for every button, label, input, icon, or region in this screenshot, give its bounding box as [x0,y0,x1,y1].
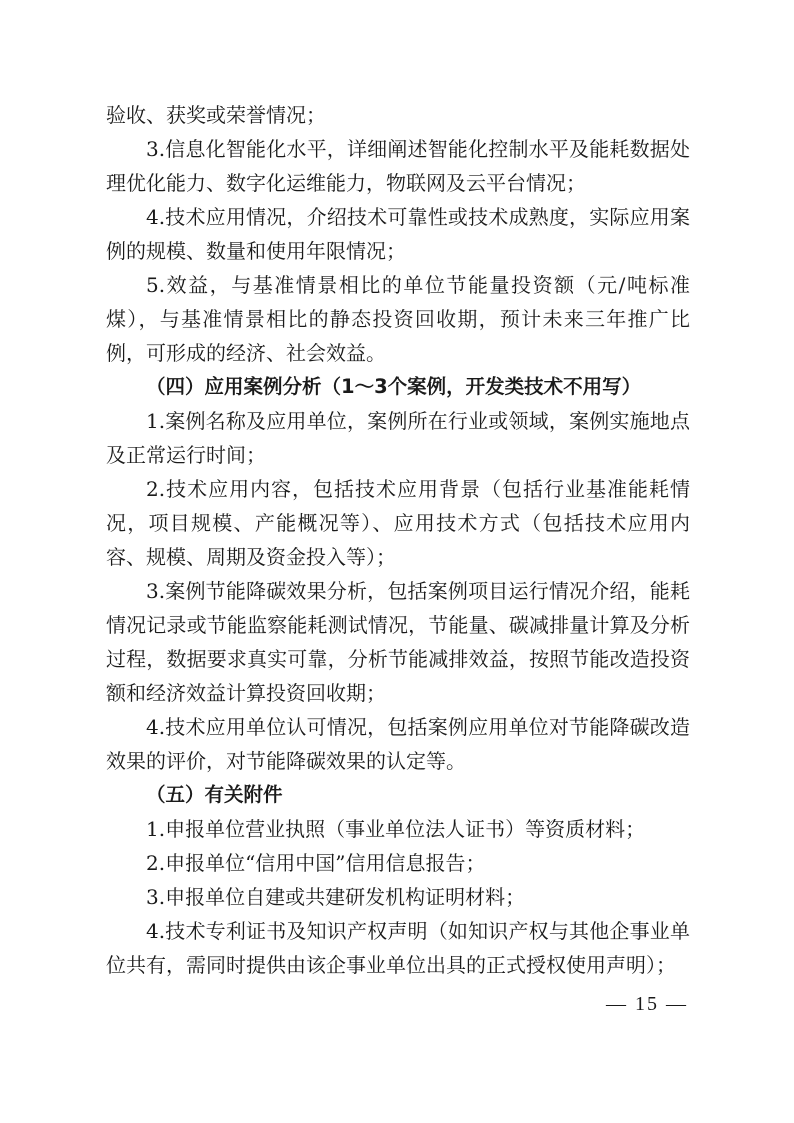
paragraph-4: 5.效益，与基准情景相比的单位节能量投资额（元/吨标准煤），与基准情景相比的静态投资回收期，预计未来三年推广比例，可形成的经济、社会效益。 [106,273,690,365]
paragraph-9: 1.申报单位营业执照（事业单位法人证书）等资质材料； [146,817,646,841]
document-body [106,98,690,982]
section-heading-4: （四）应用案例分析（1～3个案例，开发类技术不用写） [146,375,642,398]
paragraph-8: 4.技术应用单位认可情况，包括案例应用单位对节能降碳改造效果的评价，对节能降碳效果的认定等。 [106,715,690,773]
page-number: — 15 — [606,993,688,1015]
paragraph-1: 验收、获奖或荣誉情况； [106,103,326,127]
paragraph-11: 3.申报单位自建或共建研发机构证明材料； [146,885,526,909]
paragraph-10: 2.申报单位“信用中国”信用信息报告； [146,851,486,875]
paragraph-7: 3.案例节能降碳效果分析，包括案例项目运行情况介绍，能耗情况记录或节能监察能耗测试情况，节能量、碳减排量计算及分析过程，数据要求真实可靠，分析节能减排效益，按照节能改造投资额和经济效益计算投资回收期； [106,579,690,705]
paragraph-6: 2.技术应用内容，包括技术应用背景（包括行业基准能耗情况，项目规模、产能概况等）、应用技术方式（包括技术应用内容、规模、周期及资金投入等）； [106,477,690,569]
paragraph-5: 1.案例名称及应用单位，案例所在行业或领域，案例实施地点及正常运行时间； [106,409,690,467]
paragraph-3: 4.技术应用情况，介绍技术可靠性或技术成熟度，实际应用案例的规模、数量和使用年限情况； [106,205,690,263]
paragraph-12: 4.技术专利证书及知识产权声明（如知识产权与其他企事业单位共有，需同时提供由该企事业单位出具的正式授权使用声明）； [106,919,690,977]
paragraph-2: 3.信息化智能化水平，详细阐述智能化控制水平及能耗数据处理优化能力、数字化运维能力，物联网及云平台情况； [106,137,690,195]
section-heading-5: （五）有关附件 [146,783,283,806]
